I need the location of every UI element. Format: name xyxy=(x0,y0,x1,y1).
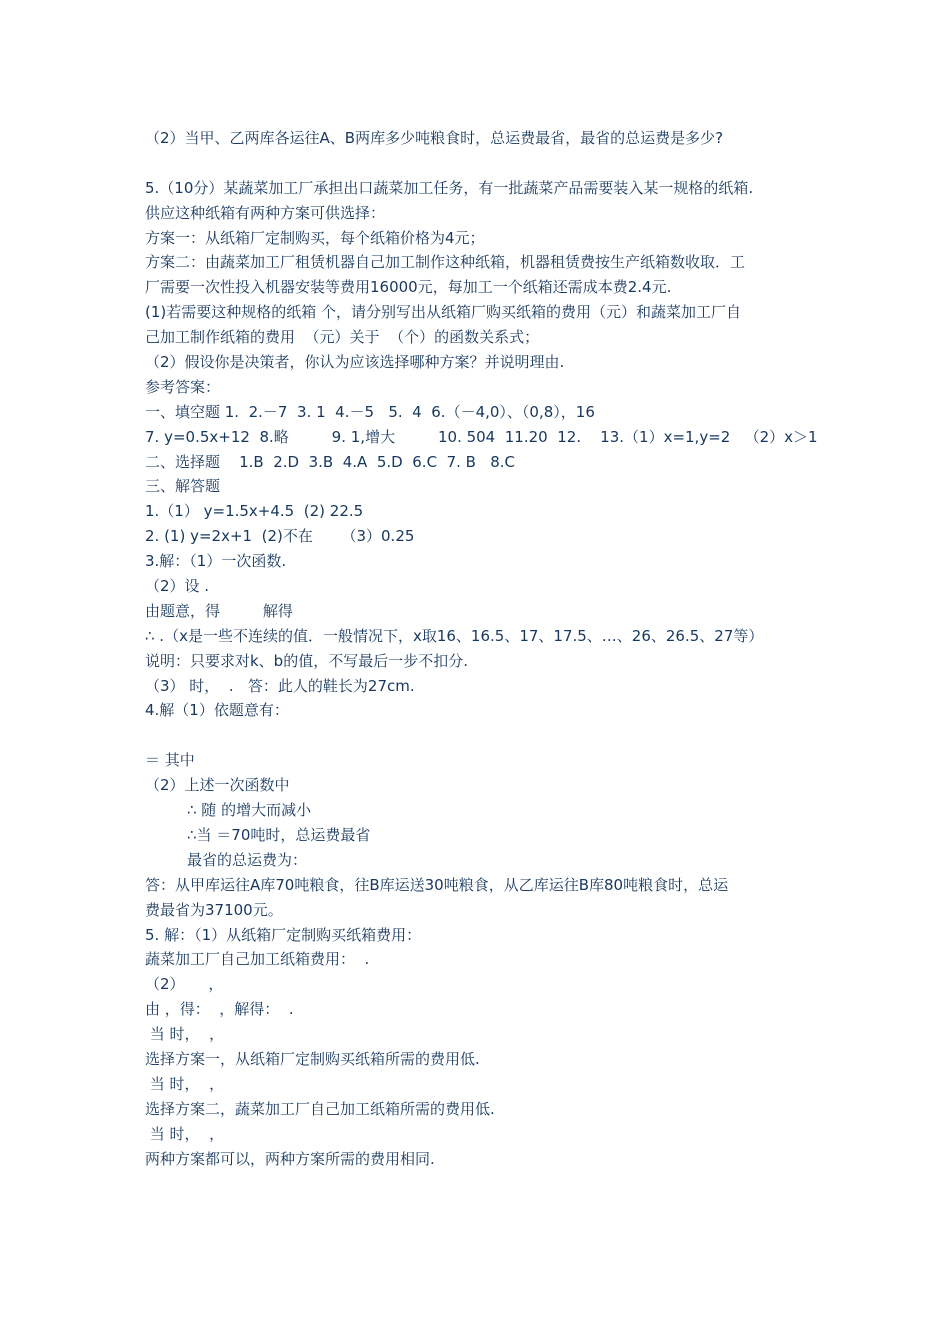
question-5-title: 5.（10分）某蔬菜加工厂承担出口蔬菜加工任务，有一批蔬菜产品需要装入某一规格的纸箱. xyxy=(145,178,754,197)
question-line: (1)若需要这种规格的纸箱 个，请分别写出从纸箱厂购买纸箱的费用（元）和蔬菜加工厂自 xyxy=(145,303,742,322)
solution-line: 1.（1） y=1.5x+4.5 (2) 22.5 xyxy=(145,502,364,521)
solution-line: 当 时， ， xyxy=(145,1124,225,1143)
solution-line: 由题意，得 解得 xyxy=(145,601,293,620)
plan-one: 方案一：从纸箱厂定制购买，每个纸箱价格为4元； xyxy=(145,228,485,247)
solution-line: 当 时， ， xyxy=(145,1074,225,1093)
solution-line: 答：从甲库运往A库70吨粮食，往B库运送30吨粮食，从乙库运往B库80吨粮食时，总运 xyxy=(145,875,729,894)
solution-line: 由 ，得： ，解得： . xyxy=(145,1000,294,1019)
solution-line: （3） 时， . 答：此人的鞋长为27cm. xyxy=(145,676,415,695)
solution-line: 说明：只要求对k、b的值，不写最后一步不扣分. xyxy=(145,651,468,670)
solution-line: 蔬菜加工厂自己加工纸箱费用： . xyxy=(145,950,370,969)
document-page xyxy=(145,126,825,1171)
solutions-heading: 三、解答题 xyxy=(145,477,221,496)
question-line: 厂需要一次性投入机器安装等费用16000元，每加工一个纸箱还需成本费2.4元. xyxy=(145,278,672,297)
question-line: 供应这种纸箱有两种方案可供选择： xyxy=(145,203,386,222)
plan-two: 方案二：由蔬菜加工厂租赁机器自己加工制作这种纸箱，机器租赁费按生产纸箱数收取．工 xyxy=(145,253,746,272)
answers-heading: 参考答案： xyxy=(145,377,221,396)
solution-line: ∴当 ＝70吨时，总运费最省 xyxy=(187,825,371,844)
solution-line: 最省的总运费为： xyxy=(187,850,308,869)
fill-in-answers: 一、填空题 1. 2.－7 3. 1 4.－5 5. 4 6.（－4,0）、（0,8），16 xyxy=(145,402,595,421)
blank-line xyxy=(145,723,825,748)
fill-in-answers: 7. y=0.5x+12 8.略 9. 1,增大 10. 504 11.20 12. 13.（1）x=1,y=2 （2）x＞1 xyxy=(145,427,818,446)
question-line: （2）假设你是决策者，你认为应该选择哪种方案？并说明理由. xyxy=(145,353,565,372)
solution-line: （2）设 . xyxy=(145,577,210,596)
solution-line: ∴ .（x是一些不连续的值．一般情况下，x取16、16.5、17、17.5、…、26、26.5、27等） xyxy=(145,626,764,645)
solution-line: 费最省为37100元。 xyxy=(145,900,283,919)
solution-line: 3.解：（1）一次函数. xyxy=(145,552,287,571)
solution-line: 2. (1) y=2x+1 (2)不在 （3）0.25 xyxy=(145,527,415,546)
solution-line: 两种方案都可以，两种方案所需的费用相同. xyxy=(145,1149,435,1168)
solution-line: ∴ 随 的增大而减小 xyxy=(187,801,312,820)
choice-answers: 二、选择题 1.B 2.D 3.B 4.A 5.D 6.C 7. B 8.C xyxy=(145,452,516,471)
solution-line: （2）上述一次函数中 xyxy=(145,776,290,795)
solution-line: 4.解（1）依题意有： xyxy=(145,701,289,720)
question-line: （2）当甲、乙两库各运往A、B两库多少吨粮食时，总运费最省，最省的总运费是多少? xyxy=(145,129,724,147)
solution-line: （2） ， xyxy=(145,975,224,994)
question-line: 己加工制作纸箱的费用 （元）关于 （个）的函数关系式； xyxy=(145,328,540,347)
solution-line: 5. 解：（1）从纸箱厂定制购买纸箱费用： xyxy=(145,925,422,944)
solution-line: 当 时， ， xyxy=(145,1025,225,1044)
solution-line: ＝ 其中 xyxy=(145,751,195,770)
solution-line: 选择方案一，从纸箱厂定制购买纸箱所需的费用低. xyxy=(145,1049,480,1068)
blank-line xyxy=(145,151,825,176)
solution-line: 选择方案二，蔬菜加工厂自己加工纸箱所需的费用低. xyxy=(145,1099,495,1118)
